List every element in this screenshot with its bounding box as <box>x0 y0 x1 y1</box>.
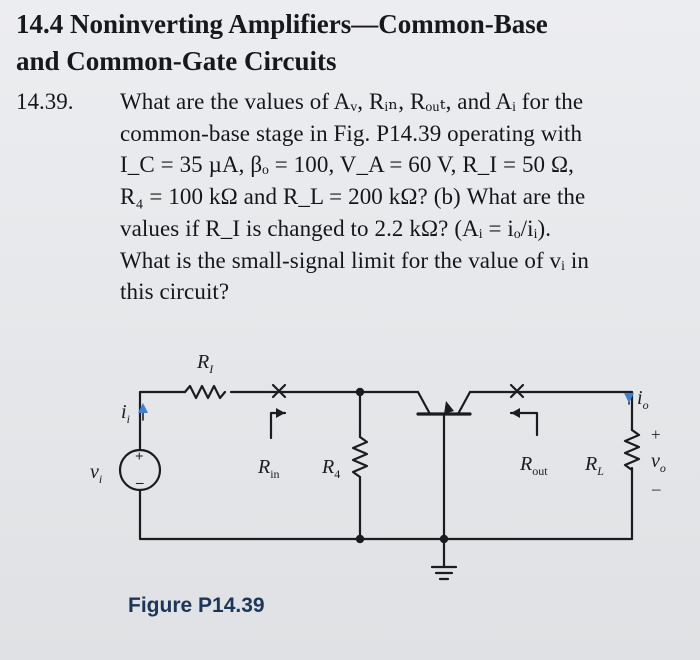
label-r4: $R_4$ <box>322 456 341 481</box>
section-title-line1: 14.4 Noninverting Amplifiers—Common-Base <box>16 9 548 39</box>
label-ri: $R_I$ <box>197 351 214 376</box>
problem-line-5: values if R_I is changed to 2.2 kΩ? (Aᵢ = iₒ/iᵢ). <box>120 215 552 241</box>
node-r4-top <box>356 388 364 396</box>
wire-output-top <box>470 392 632 430</box>
label-vo-plus: + <box>651 425 661 444</box>
section-title-line2: and Common-Gate Circuits <box>16 46 337 76</box>
node-r4-bottom <box>356 535 364 543</box>
problem-line-3: I_C = 35 µA, βₒ = 100, V_A = 60 V, R_I = 50 Ω, <box>120 152 575 178</box>
bjt-emitter-arrow <box>444 401 454 414</box>
node-ground <box>440 535 448 543</box>
label-source-plus: + <box>135 449 144 465</box>
circuit-diagram <box>0 330 700 590</box>
label-io: $i_o$ <box>637 387 649 412</box>
section-heading <box>16 6 686 80</box>
rout-port-bracket <box>511 413 537 435</box>
problem-line-1: What are the values of Aᵥ, Rᵢₙ, Rₒᵤₜ, and Aᵢ for the <box>120 89 584 114</box>
resistor-ri <box>185 386 225 398</box>
label-ii: $i_i$ <box>121 401 130 426</box>
figure-caption: Figure P14.39 <box>128 594 265 617</box>
label-vo: $v_o$ <box>651 450 666 475</box>
circuit-nodes <box>356 388 448 543</box>
bjt-emitter <box>418 392 430 414</box>
problem-line-2: common-base stage in Fig. P14.39 operating with <box>120 120 583 146</box>
problem-number: 14.39. <box>16 89 74 114</box>
wire-bottom <box>140 490 632 539</box>
ground-symbol <box>432 567 456 579</box>
label-vo-minus: – <box>652 479 661 498</box>
rout-arrow-icon <box>511 408 520 418</box>
problem-line-6: What is the small-signal limit for the value of vᵢ in <box>120 247 589 273</box>
resistor-r4 <box>353 437 367 477</box>
label-source-minus: – <box>136 475 144 491</box>
problem-text <box>120 86 685 308</box>
label-vi: $v_i$ <box>90 461 103 486</box>
problem-line-4: R₄ = 100 kΩ and R_L = 200 kΩ? (b) What are the <box>120 184 586 210</box>
resistor-rl <box>625 430 639 470</box>
label-rin: $R_{in}$ <box>258 456 280 481</box>
label-rout: $R_{out}$ <box>520 453 548 478</box>
bjt-collector <box>458 392 470 414</box>
label-rl: $R_L$ <box>585 453 604 478</box>
problem-line-7: this circuit? <box>120 279 230 305</box>
rin-arrow-icon <box>276 408 285 418</box>
wire-source-top <box>140 392 185 450</box>
